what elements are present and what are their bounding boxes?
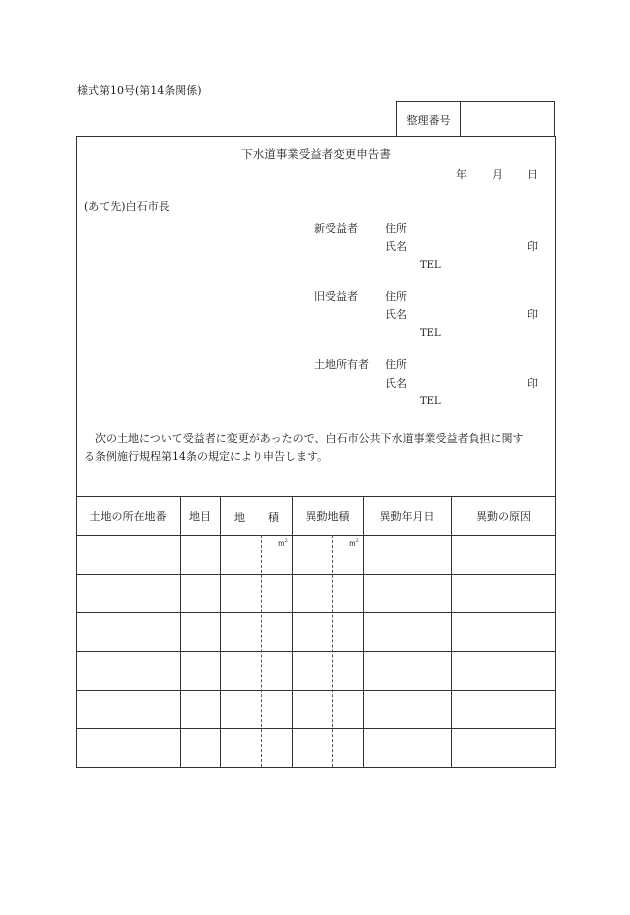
party-role-owner: 土地所有者 xyxy=(314,358,369,371)
table-column-divider xyxy=(363,496,364,767)
party-tel-label: TEL xyxy=(420,260,441,271)
form-number-label: 様式第10号(第14条関係) xyxy=(77,84,202,97)
change-area-unit-label xyxy=(349,539,359,547)
header-change-date: 異動年月日 xyxy=(379,509,435,523)
date-year-label: 年 xyxy=(456,168,467,181)
unit-sup: 2 xyxy=(284,538,288,544)
seal-mark: 印 xyxy=(527,240,538,253)
header-chimoku: 地目 xyxy=(189,509,211,523)
table-row-border xyxy=(76,574,556,575)
change-area-dashed-divider xyxy=(332,535,333,767)
table-row-border xyxy=(76,612,556,613)
seal-mark: 印 xyxy=(527,377,538,390)
unit-m: m xyxy=(278,539,285,548)
header-area-second-char: 積 xyxy=(268,511,279,524)
document-title: 下水道事業受益者変更申告書 xyxy=(241,147,391,161)
party-name-label: 氏名 xyxy=(385,240,407,253)
table-row-border xyxy=(76,690,556,691)
party-role-new: 新受益者 xyxy=(314,222,358,235)
party-address-label: 住所 xyxy=(385,222,407,235)
date-month-label: 月 xyxy=(492,168,503,181)
seal-mark: 印 xyxy=(527,308,538,321)
addressee: (あて先)白石市長 xyxy=(84,200,170,213)
header-change-area: 異動地積 xyxy=(305,509,350,523)
reference-number-box xyxy=(396,101,555,136)
body-text-line-1: 次の土地について受益者に変更があったので、白石市公共下水道事業受益者負担に関す xyxy=(95,432,524,445)
table-column-divider xyxy=(180,496,181,767)
party-tel-label: TEL xyxy=(420,396,441,407)
table-column-divider xyxy=(451,496,452,767)
table-row-border xyxy=(76,728,556,729)
body-text-line-2: る条例施行規程第14条の規定により申告します。 xyxy=(84,450,329,463)
header-location: 土地の所在地番 xyxy=(89,509,167,523)
table-row-border xyxy=(76,651,556,652)
date-day-label: 日 xyxy=(527,168,538,181)
party-name-label: 氏名 xyxy=(385,377,407,390)
header-change-reason: 異動の原因 xyxy=(476,509,531,523)
party-address-label: 住所 xyxy=(385,358,407,371)
area-unit-label xyxy=(278,539,288,547)
party-role-old: 旧受益者 xyxy=(314,290,358,303)
unit-sup: 2 xyxy=(355,538,359,544)
header-area-first-char: 地 xyxy=(234,511,245,524)
reference-number-label: 整理番号 xyxy=(406,113,451,127)
table-column-divider xyxy=(220,496,221,767)
table-header-bottom-border xyxy=(76,535,556,536)
party-tel-label: TEL xyxy=(420,328,441,339)
reference-number-divider xyxy=(460,102,461,136)
unit-m: m xyxy=(349,539,356,548)
party-name-label: 氏名 xyxy=(385,308,407,321)
table-column-divider xyxy=(292,496,293,767)
party-address-label: 住所 xyxy=(385,290,407,303)
area-dashed-divider xyxy=(261,535,262,767)
